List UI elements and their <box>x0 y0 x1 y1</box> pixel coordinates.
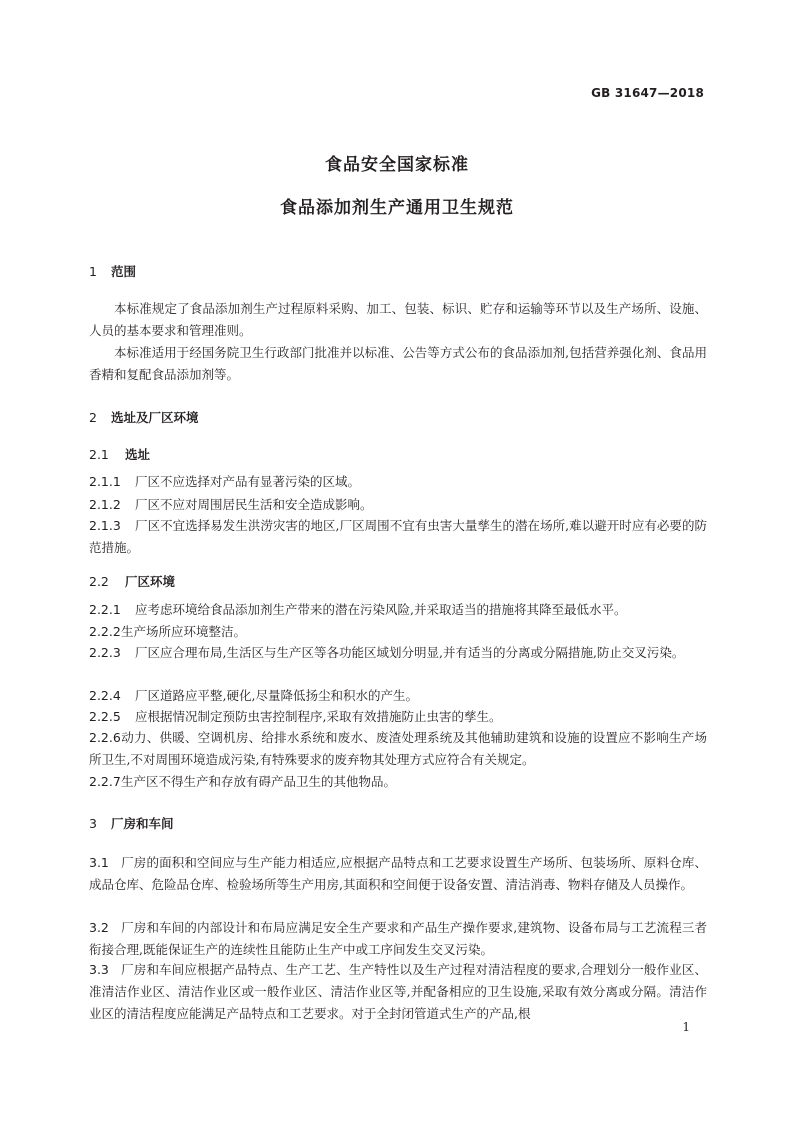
clause-3-3 <box>89 959 707 1025</box>
section-title: 厂房和车间 <box>111 816 174 831</box>
subsection-title: 选址 <box>125 447 151 462</box>
page-number: 1 <box>682 1020 690 1034</box>
clause-2-1-3 <box>89 515 707 559</box>
clause-2-2-6 <box>89 727 707 771</box>
section-3-heading <box>89 814 707 832</box>
clause-number: 2.2.5 <box>89 709 121 724</box>
section-number: 1 <box>89 264 97 279</box>
clause-3-2 <box>89 917 707 961</box>
section-1-paragraph-1: 本标准规定了食品添加剂生产过程原料采购、加工、包装、标识、贮存和运输等环节以及生产场所、设施、人员的基本要求和管理准则。 <box>89 301 707 338</box>
clause-number: 3.3 <box>89 962 109 977</box>
clause-3-1 <box>89 852 707 896</box>
subsection-number: 2.2 <box>89 574 109 589</box>
clause-text: 厂区不应对周围居民生活和安全造成影响。 <box>135 497 373 512</box>
section-title: 选址及厂区环境 <box>111 410 199 425</box>
section-1-paragraph-2: 本标准适用于经国务院卫生行政部门批准并以标准、公告等方式公布的食品添加剂,包括营养强化剂、食品用香精和复配食品添加剂等。 <box>89 345 707 382</box>
subsection-number: 2.1 <box>89 447 109 462</box>
section-number: 3 <box>89 816 97 831</box>
clause-text: 生产场所应环境整洁。 <box>121 624 247 639</box>
clause-2-2-2 <box>89 621 707 643</box>
clause-text: 厂区应合理布局,生活区与生产区等各功能区域划分明显,并有适当的分离或分隔措施,防止交叉污染。 <box>135 645 685 660</box>
clause-number: 2.1.1 <box>89 474 121 489</box>
clause-text: 应根据情况制定预防虫害控制程序,采取有效措施防止虫害的孳生。 <box>135 709 502 724</box>
clause-2-2-1 <box>89 599 707 621</box>
clause-2-2-5 <box>89 706 707 728</box>
clause-text: 生产区不得生产和存放有碍产品卫生的其他物品。 <box>121 774 397 789</box>
clause-number: 3.1 <box>89 855 109 870</box>
clause-number: 2.2.6 <box>89 730 121 745</box>
clause-text: 应考虑环境给食品添加剂生产带来的潜在污染风险,并采取适当的措施将其降至最低水平。 <box>135 602 627 617</box>
clause-text: 厂房的面积和空间应与生产能力相适应,应根据产品特点和工艺要求设置生产场所、包装场所、原料仓库、成品仓库、危险品仓库、检验场所等生产用房,其面积和空间便于设备安置、清洁消毒、物料存储及人员操作。 <box>89 855 707 892</box>
clause-2-1-2 <box>89 494 707 516</box>
clause-text: 厂区不应选择对产品有显著污染的区域。 <box>135 474 361 489</box>
clause-number: 2.2.3 <box>89 645 121 660</box>
clause-number: 2.1.3 <box>89 518 121 533</box>
clause-text: 厂房和车间应根据产品特点、生产工艺、生产特性以及生产过程对清洁程度的要求,合理划分一般作业区、准清洁作业区、清洁作业区或一般作业区、清洁作业区等,并配备相应的卫生设施,采取有效分离或分隔。清洁作业区的清洁程度应能满足产品特点和工艺要求。对于全封闭管道式生产的产品,根 <box>89 962 707 1021</box>
clause-number: 2.1.2 <box>89 497 121 512</box>
section-1-heading <box>89 262 707 280</box>
clause-text: 厂房和车间的内部设计和布局应满足安全生产要求和产品生产操作要求,建筑物、设备布局与工艺流程三者衔接合理,既能保证生产的连续性且能防止生产中或工序间发生交叉污染。 <box>89 920 707 957</box>
document-title-line1: 食品安全国家标准 <box>325 155 469 175</box>
subsection-title: 厂区环境 <box>125 574 176 589</box>
clause-2-2-3 <box>89 642 707 664</box>
clause-number: 2.2.1 <box>89 602 121 617</box>
clause-2-1-1 <box>89 471 707 493</box>
clause-2-2-7 <box>89 771 707 793</box>
clause-text: 动力、供暖、空调机房、给排水系统和废水、废渣处理系统及其他辅助建筑和设施的设置应不影响生产场所卫生,不对周围环境造成污染,有特殊要求的废弃物其处理方式应符合有关规定。 <box>89 730 707 767</box>
section-2-heading <box>89 408 707 426</box>
clause-text: 厂区不宜选择易发生洪涝灾害的地区,厂区周围不宜有虫害大量孳生的潜在场所,难以避开时应有必要的防范措施。 <box>89 518 707 555</box>
clause-number: 3.2 <box>89 920 109 935</box>
clause-number: 2.2.2 <box>89 624 121 639</box>
section-number: 2 <box>89 410 97 425</box>
clause-number: 2.2.7 <box>89 774 121 789</box>
clause-2-2-4 <box>89 685 707 707</box>
section-2-2-heading <box>89 572 707 590</box>
clause-number: 2.2.4 <box>89 688 121 703</box>
clause-text: 厂区道路应平整,硬化,尽量降低扬尘和积水的产生。 <box>135 688 418 703</box>
document-code: GB 31647—2018 <box>591 86 704 100</box>
section-title: 范围 <box>111 264 137 279</box>
document-title-line2: 食品添加剂生产通用卫生规范 <box>280 198 514 218</box>
section-2-1-heading <box>89 445 707 463</box>
